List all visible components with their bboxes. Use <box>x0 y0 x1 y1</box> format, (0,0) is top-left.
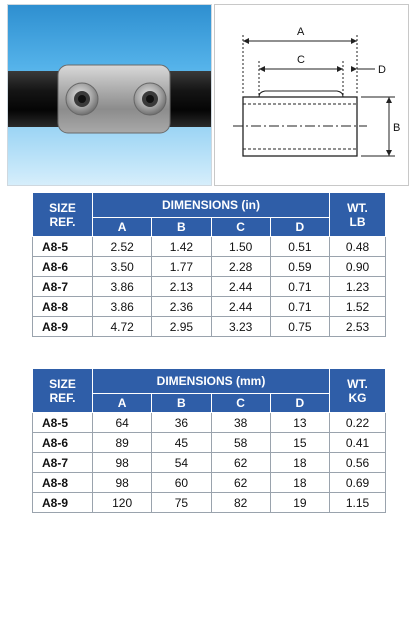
cell-d: 18 <box>270 473 329 493</box>
size-ref: A8-8 <box>33 297 93 317</box>
cell-d: 0.51 <box>270 237 329 257</box>
cell-b: 54 <box>152 453 211 473</box>
table-row <box>33 277 386 297</box>
cell-b: 36 <box>152 413 211 433</box>
column-header-c: C <box>211 218 270 237</box>
product-photo <box>7 4 212 186</box>
size-ref: A8-8 <box>33 473 93 493</box>
cell-b: 75 <box>152 493 211 513</box>
cell-d: 19 <box>270 493 329 513</box>
cell-c: 58 <box>211 433 270 453</box>
cell-c: 3.23 <box>211 317 270 337</box>
cell-b: 45 <box>152 433 211 453</box>
column-header-a: A <box>93 218 152 237</box>
cell-weight: 2.53 <box>330 317 386 337</box>
weight-header-line1: WT. <box>347 200 368 215</box>
table-row <box>33 297 386 317</box>
size-ref: A8-5 <box>33 237 93 257</box>
cell-c: 62 <box>211 453 270 473</box>
size-header-line2: REF. <box>49 214 76 229</box>
cell-a: 3.50 <box>93 257 152 277</box>
label-c: C <box>297 54 305 66</box>
cell-b: 1.42 <box>152 237 211 257</box>
size-ref: A8-7 <box>33 453 93 473</box>
cell-d: 0.71 <box>270 297 329 317</box>
cell-b: 1.77 <box>152 257 211 277</box>
cell-b: 60 <box>152 473 211 493</box>
size-header-line1: SIZE <box>49 376 76 391</box>
size-ref-header <box>33 193 93 237</box>
weight-header-line2: LB <box>349 214 366 229</box>
cell-a: 98 <box>93 453 152 473</box>
cell-weight: 0.69 <box>330 473 386 493</box>
size-ref: A8-9 <box>33 317 93 337</box>
weight-header <box>330 369 386 413</box>
cell-a: 3.86 <box>93 277 152 297</box>
table-row <box>33 473 386 493</box>
cell-d: 0.75 <box>270 317 329 337</box>
cell-d: 13 <box>270 413 329 433</box>
dimension-drawing <box>214 4 409 186</box>
size-ref-header <box>33 369 93 413</box>
cell-weight: 0.90 <box>330 257 386 277</box>
cell-b: 2.36 <box>152 297 211 317</box>
cell-c: 2.28 <box>211 257 270 277</box>
size-ref: A8-9 <box>33 493 93 513</box>
cell-weight: 1.23 <box>330 277 386 297</box>
pipe-fitting-illustration <box>8 5 211 185</box>
size-ref: A8-7 <box>33 277 93 297</box>
size-ref: A8-6 <box>33 257 93 277</box>
cell-c: 1.50 <box>211 237 270 257</box>
size-ref: A8-5 <box>33 413 93 433</box>
label-a: A <box>297 26 305 38</box>
table-row <box>33 493 386 513</box>
table-row <box>33 453 386 473</box>
table-row <box>33 317 386 337</box>
label-b: B <box>393 122 401 134</box>
cell-d: 0.71 <box>270 277 329 297</box>
dimensions-table-inches <box>32 192 386 337</box>
cell-d: 15 <box>270 433 329 453</box>
dimensions-header: DIMENSIONS (in) <box>93 193 330 218</box>
cell-a: 98 <box>93 473 152 493</box>
cell-weight: 0.22 <box>330 413 386 433</box>
weight-header-line2: KG <box>348 390 367 405</box>
cell-b: 2.95 <box>152 317 211 337</box>
table-row <box>33 433 386 453</box>
dimensions-table-mm <box>32 368 386 513</box>
cell-d: 0.59 <box>270 257 329 277</box>
weight-header-line1: WT. <box>347 376 368 391</box>
cell-c: 2.44 <box>211 297 270 317</box>
cell-a: 89 <box>93 433 152 453</box>
cell-a: 3.86 <box>93 297 152 317</box>
cell-weight: 0.41 <box>330 433 386 453</box>
size-header-line1: SIZE <box>49 200 76 215</box>
column-header-d: D <box>270 218 329 237</box>
table-row <box>33 413 386 433</box>
cell-weight: 0.56 <box>330 453 386 473</box>
cell-c: 62 <box>211 473 270 493</box>
column-header-b: B <box>152 218 211 237</box>
cell-b: 2.13 <box>152 277 211 297</box>
column-header-a: A <box>93 394 152 413</box>
cell-c: 2.44 <box>211 277 270 297</box>
size-ref: A8-6 <box>33 433 93 453</box>
cell-c: 38 <box>211 413 270 433</box>
table-row <box>33 257 386 277</box>
cell-a: 64 <box>93 413 152 433</box>
cell-c: 82 <box>211 493 270 513</box>
column-header-c: C <box>211 394 270 413</box>
label-d: D <box>378 64 386 76</box>
cell-a: 2.52 <box>93 237 152 257</box>
table-row <box>33 237 386 257</box>
dimensions-header: DIMENSIONS (mm) <box>93 369 330 394</box>
column-header-d: D <box>270 394 329 413</box>
cell-a: 4.72 <box>93 317 152 337</box>
cell-weight: 1.15 <box>330 493 386 513</box>
weight-header <box>330 193 386 237</box>
cell-weight: 1.52 <box>330 297 386 317</box>
column-header-b: B <box>152 394 211 413</box>
cell-weight: 0.48 <box>330 237 386 257</box>
cell-d: 18 <box>270 453 329 473</box>
cell-a: 120 <box>93 493 152 513</box>
size-header-line2: REF. <box>49 390 76 405</box>
